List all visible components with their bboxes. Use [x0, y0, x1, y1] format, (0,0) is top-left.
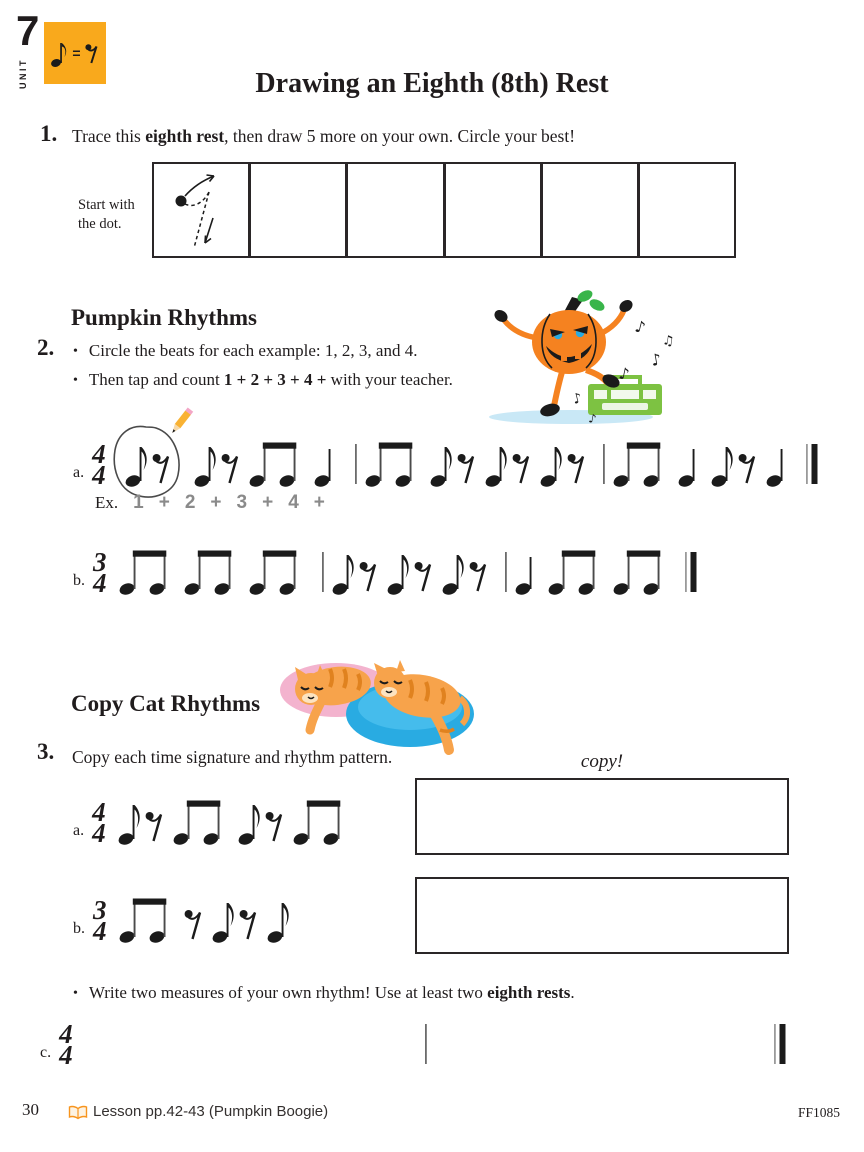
empty-measure-space[interactable]: [85, 1060, 417, 1070]
beat-count: +: [158, 492, 170, 513]
bullet-circle-beats: [73, 341, 417, 361]
beamed-eighth-pair: [613, 540, 667, 598]
eighth-note: [485, 432, 509, 490]
beamed-eighth-pair: [548, 540, 602, 598]
open-book-icon: [67, 1105, 89, 1120]
eighth-note: [118, 790, 142, 848]
bullet-own-rhythm: [73, 983, 575, 1003]
bullet-text: Then tap and count: [88, 370, 224, 389]
eighth-note: [430, 432, 454, 490]
quarter-note: [515, 540, 537, 598]
beamed-eighth-pair: [365, 432, 419, 490]
copy-cat-rhythms-heading: Copy Cat Rhythms: [71, 691, 261, 716]
svg-text:♪: ♪: [617, 363, 632, 385]
quarter-note: [314, 432, 336, 490]
beamed-eighth-pair: [613, 432, 667, 490]
exercise-3-instruction: Copy each time signature and rhythm pattern.: [72, 747, 393, 767]
eighth-note-icon: [51, 38, 68, 68]
time-signature: 4 4: [92, 438, 106, 491]
hint-line: Start with: [78, 197, 135, 213]
eighth-note: [540, 432, 564, 490]
exercise-3-number: 3.: [37, 739, 55, 764]
hint-line: the dot.: [78, 215, 122, 232]
quarter-note: [766, 432, 788, 490]
equals-sign: =: [72, 45, 81, 61]
rhythm-line-3a: [73, 786, 358, 848]
barline: [320, 540, 326, 598]
count-example-row: [95, 492, 325, 514]
rhythm-line-3c: [40, 1008, 788, 1070]
eighth-rest: [184, 888, 202, 946]
eighth-rest-trace-guide: [154, 164, 248, 255]
instruction-text: Trace this: [72, 126, 146, 146]
svg-text:♪: ♪: [633, 316, 648, 338]
eighth-rest: [145, 790, 163, 848]
beat-count: 2: [184, 492, 196, 513]
barline: [601, 432, 607, 490]
eighth-rest: [457, 432, 475, 490]
eighth-rest: [567, 432, 585, 490]
trace-box[interactable]: [345, 164, 442, 256]
footer-catalog-code: FF1085: [797, 1105, 840, 1120]
final-barline: [805, 432, 820, 490]
exercise-1-instruction: [72, 126, 575, 147]
page-title: Drawing an Eighth (8th) Rest: [255, 68, 609, 99]
beamed-eighth-pair: [173, 790, 227, 848]
trace-box[interactable]: [248, 164, 345, 256]
line-label: b.: [73, 572, 85, 589]
unit-number: 7: [16, 7, 40, 54]
beamed-eighth-pair: [184, 540, 238, 598]
time-signature: 4 4: [92, 796, 106, 849]
unit-label: UNIT: [18, 58, 28, 89]
bullet-text: Write two measures of your own rhythm! Use at least two: [88, 983, 488, 1002]
svg-text:♪: ♪: [571, 390, 584, 408]
line-label: a.: [73, 464, 85, 481]
bullet-tap-count: [73, 370, 453, 390]
rhythm-line-3b: [73, 884, 294, 946]
eighth-rest: [359, 540, 377, 598]
barline: [423, 1012, 429, 1070]
line-label: c.: [40, 1044, 52, 1061]
beamed-eighth-pair: [293, 790, 347, 848]
dancing-pumpkin-illustration: [466, 286, 698, 428]
eighth-rest: [265, 790, 283, 848]
instruction-text: , then draw 5 more on your own. Circle your best!: [224, 126, 576, 146]
quarter-note: [678, 432, 700, 490]
eighth-note: [711, 432, 735, 490]
eighth-note: [332, 540, 356, 598]
svg-text:♪: ♪: [587, 411, 598, 427]
beamed-eighth-pair: [119, 888, 173, 946]
eighth-rest: [152, 432, 170, 490]
final-barline: [773, 1012, 788, 1070]
time-signature: 4 4: [59, 1018, 73, 1071]
line-label: b.: [73, 920, 85, 937]
time-signature: 3 4: [93, 546, 107, 599]
time-signature: 3 4: [93, 894, 107, 947]
rhythm-line-2a: [73, 428, 820, 490]
svg-text:♪: ♪: [649, 349, 663, 370]
line-label: a.: [73, 822, 85, 839]
eighth-rest-icon: [85, 42, 99, 65]
eighth-rest: [414, 540, 432, 598]
eighth-rest: [221, 432, 239, 490]
eighth-rest: [239, 888, 257, 946]
pumpkin-rhythms-heading: Pumpkin Rhythms: [71, 305, 257, 330]
start-dot-hint: [78, 196, 135, 234]
bullet-text: .: [570, 983, 575, 1002]
circled-beat-group: [118, 432, 187, 490]
empty-measure-space[interactable]: [435, 1060, 767, 1070]
beat-count: 1: [133, 492, 144, 513]
page-number: 30: [22, 1100, 39, 1119]
eighth-note: [387, 540, 411, 598]
final-barline: [684, 540, 699, 598]
eighth-note: [212, 888, 236, 946]
barline: [503, 540, 509, 598]
ex-label: Ex.: [95, 493, 119, 512]
beamed-eighth-pair: [249, 540, 303, 598]
exercise-1-number: 1.: [40, 121, 58, 146]
eighth-note: [238, 790, 262, 848]
eighth-note: [125, 432, 149, 490]
trace-box[interactable]: [637, 164, 734, 256]
trace-box[interactable]: [540, 164, 637, 256]
trace-box-example[interactable]: [154, 164, 248, 256]
eighth-rest: [512, 432, 530, 490]
beat-count: +: [262, 492, 274, 513]
footer-lesson-reference: Lesson pp.42-43 (Pumpkin Boogie): [93, 1103, 329, 1120]
svg-text:♫: ♫: [661, 333, 676, 350]
bullet-bold: eighth rests: [487, 983, 571, 1002]
copy-box-a[interactable]: [415, 778, 789, 855]
beat-count: +: [210, 492, 222, 513]
exercise-2-number: 2.: [37, 335, 55, 360]
beat-count: 4: [288, 492, 299, 513]
instruction-bold: eighth rest: [145, 126, 225, 146]
eighth-note: [442, 540, 466, 598]
eighth-note: [267, 888, 291, 946]
beat-count: +: [313, 492, 325, 513]
beat-counts: [133, 492, 325, 514]
bullet-text: with your teacher.: [326, 370, 453, 389]
copy-cats-illustration: [270, 636, 486, 762]
eighth-rest: [738, 432, 756, 490]
eighth-rest: [469, 540, 487, 598]
copy-box-b[interactable]: [415, 877, 789, 954]
barline: [353, 432, 359, 490]
count-pattern-bold: 1 + 2 + 3 + 4 +: [223, 370, 327, 389]
trace-box[interactable]: [443, 164, 540, 256]
rhythm-line-2b: [73, 536, 699, 598]
bullet-text: Circle the beats for each example: 1, 2, 3, and 4.: [88, 341, 418, 360]
beamed-eighth-pair: [119, 540, 173, 598]
trace-box-row: [152, 162, 736, 258]
beat-count: 3: [236, 492, 248, 513]
copy-label: copy!: [580, 751, 624, 772]
beamed-eighth-pair: [249, 432, 303, 490]
eighth-note: [194, 432, 218, 490]
